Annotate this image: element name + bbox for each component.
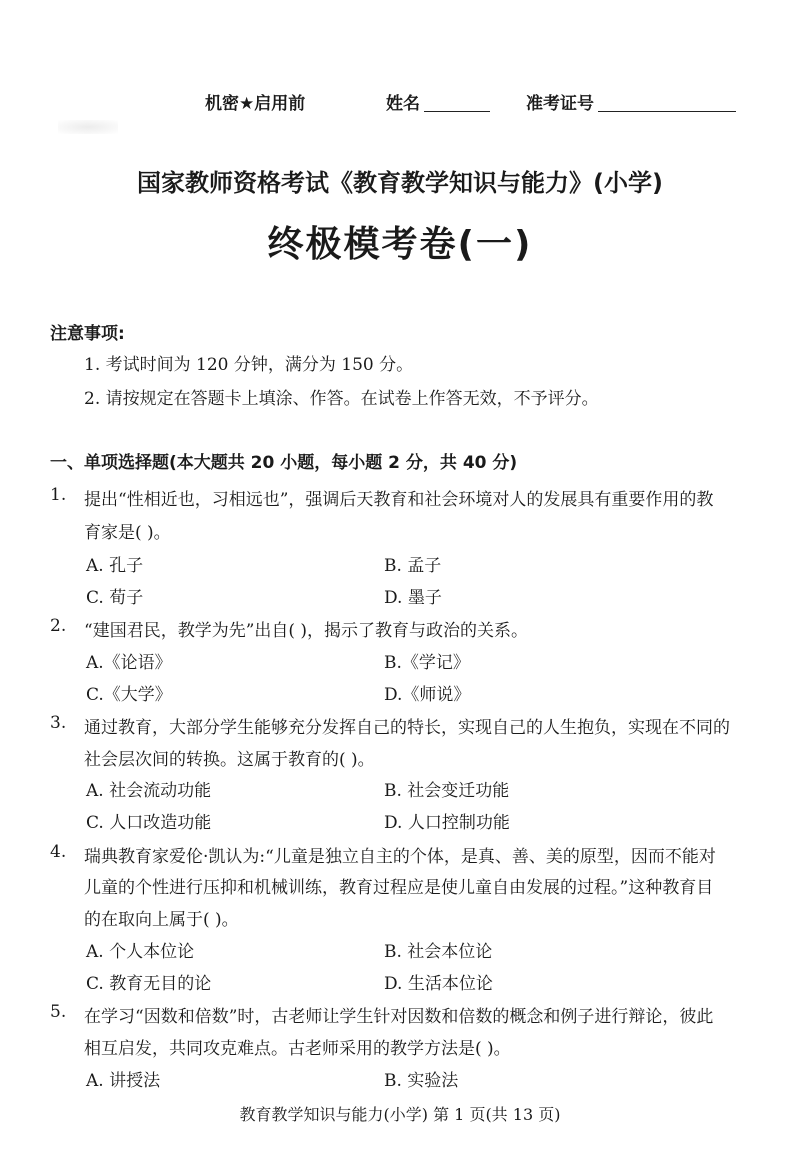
name-blank[interactable] [424, 95, 490, 112]
notice-item: 1. 考试时间为 120 分钟，满分为 150 分。 [84, 355, 414, 375]
question-text: “建国君民，教学为先”出自( )，揭示了教育与政治的关系。 [84, 621, 529, 641]
question-number: 3. [50, 713, 67, 733]
name-field[interactable] [386, 89, 490, 114]
name-label: 姓名 [386, 94, 420, 114]
question-number: 2. [50, 616, 67, 636]
notice-item: 2. 请按规定在答题卡上填涂、作答。在试卷上作答无效，不予评分。 [84, 389, 599, 409]
option-c[interactable]: C. 人口改造功能 [86, 813, 212, 833]
option-a[interactable]: A. 孔子 [86, 556, 144, 576]
option-c[interactable]: C. 教育无目的论 [86, 974, 212, 994]
exam-number-label: 准考证号 [526, 94, 594, 114]
paper-title: 终极模考卷(一) [267, 224, 533, 265]
question-text: 儿童的个性进行压抑和机械训练，教育过程应是使儿童自由发展的过程。”这种教育目 [84, 878, 714, 898]
scan-smudge [58, 120, 118, 134]
option-b[interactable]: B. 社会变迁功能 [384, 781, 510, 801]
question-text: 提出“性相近也，习相远也”，强调后天教育和社会环境对人的发展具有重要作用的教 [84, 490, 714, 510]
option-b[interactable]: B. 社会本位论 [384, 942, 493, 962]
option-d[interactable]: D.《师说》 [384, 685, 471, 705]
option-b[interactable]: B.《学记》 [384, 653, 470, 673]
option-d[interactable]: D. 墨子 [384, 588, 442, 608]
confidential-label: 机密★启用前 [205, 94, 306, 114]
option-a[interactable]: A. 个人本位论 [86, 942, 195, 962]
option-a[interactable]: A.《论语》 [86, 653, 172, 673]
option-d[interactable]: D. 人口控制功能 [384, 813, 510, 833]
notice-heading: 注意事项: [50, 324, 125, 344]
option-b[interactable]: B. 孟子 [384, 556, 442, 576]
option-d[interactable]: D. 生活本位论 [384, 974, 493, 994]
option-a[interactable]: A. 讲授法 [86, 1071, 161, 1091]
question-text: 相互启发，共同攻克难点。古老师采用的教学方法是( )。 [84, 1039, 511, 1059]
option-a[interactable]: A. 社会流动功能 [86, 781, 212, 801]
question-text: 育家是( )。 [84, 523, 171, 543]
question-number: 4. [50, 842, 67, 862]
question-text: 瑞典教育家爱伦·凯认为:“儿童是独立自主的个体，是真、善、美的原型，因而不能对 [84, 847, 716, 867]
option-c[interactable]: C.《大学》 [86, 685, 172, 705]
question-number: 1. [50, 485, 67, 505]
exam-number-field[interactable] [526, 89, 736, 114]
option-b[interactable]: B. 实验法 [384, 1071, 459, 1091]
question-text: 社会层次间的转换。这属于教育的( )。 [84, 750, 375, 770]
exam-title: 国家教师资格考试《教育教学知识与能力》(小学) [137, 169, 663, 197]
question-text: 的在取向上属于( )。 [84, 910, 239, 930]
exam-number-blank[interactable] [598, 95, 736, 112]
page-footer: 教育教学知识与能力(小学) 第 1 页(共 13 页) [239, 1105, 561, 1124]
question-number: 5. [50, 1002, 67, 1022]
question-text: 通过教育，大部分学生能够充分发挥自己的特长，实现自己的人生抱负，实现在不同的 [84, 718, 730, 738]
option-c[interactable]: C. 荀子 [86, 588, 144, 608]
question-text: 在学习“因数和倍数”时，古老师让学生针对因数和倍数的概念和例子进行辩论，彼此 [84, 1007, 714, 1027]
section-heading: 一、单项选择题(本大题共 20 小题，每小题 2 分，共 40 分) [50, 453, 518, 473]
